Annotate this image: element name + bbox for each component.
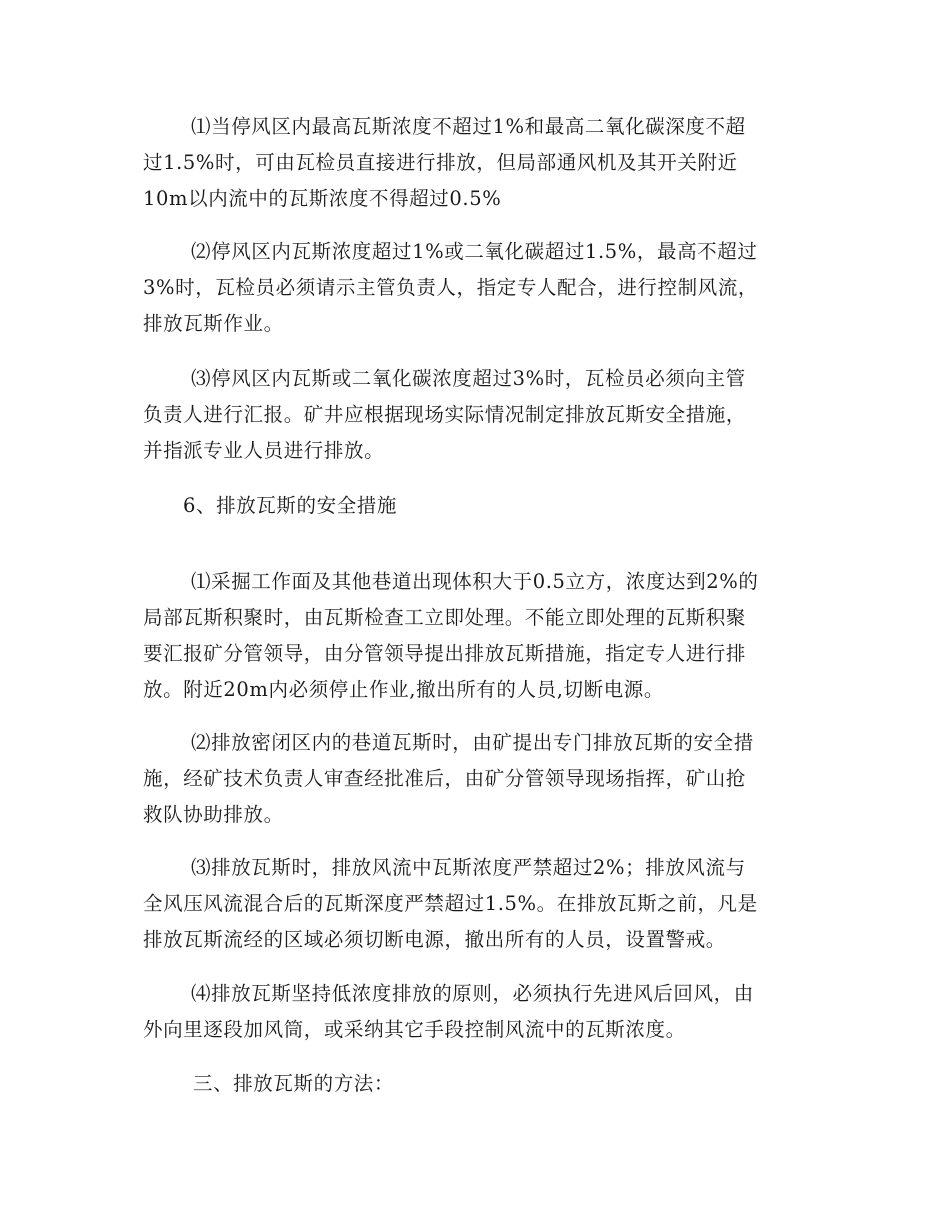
text-line: 全风压风流混合后的瓦斯深度严禁超过1.5%。在排放瓦斯之前，凡是 bbox=[143, 892, 758, 915]
text-line: 外向里逐段加风筒，或采纳其它手段控制风流中的瓦斯浓度。 bbox=[143, 1018, 686, 1041]
text-line: 要汇报矿分管领导，由分管领导提出排放瓦斯措施，指定专人进行排 bbox=[143, 642, 747, 665]
section-heading-3: 三、排放瓦斯的方法： bbox=[193, 1072, 395, 1095]
paragraph-4 bbox=[143, 564, 813, 708]
paragraph-2 bbox=[143, 234, 813, 342]
text-line: ⑵停风区内瓦斯浓度超过1%或二氧化碳超过1.5%，最高不超过 bbox=[191, 240, 758, 263]
text-line: 救队协助排放。 bbox=[143, 803, 284, 826]
paragraph-7 bbox=[143, 976, 813, 1048]
text-line: ⑷排放瓦斯坚持低浓度排放的原则，必须执行先进风后回风，由 bbox=[191, 982, 754, 1005]
text-line: 负责人进行汇报。矿井应根据现场实际情况制定排放瓦斯安全措施， bbox=[143, 403, 747, 426]
paragraph-1 bbox=[143, 109, 813, 217]
text-line: ⑶排放瓦斯时，排放风流中瓦斯浓度严禁超过2%；排放风流与 bbox=[191, 856, 746, 879]
text-line: 10m以内流中的瓦斯浓度不得超过0.5% bbox=[143, 187, 502, 210]
paragraph-6 bbox=[143, 850, 813, 958]
text-line: 施，经矿技术负责人审查经批准后，由矿分管领导现场指挥，矿山抢 bbox=[143, 767, 747, 790]
text-line: ⑶停风区内瓦斯或二氧化碳浓度超过3%时，瓦检员必须向主管 bbox=[191, 367, 746, 390]
text-line: 3%时，瓦检员必须请示主管负责人，指定专人配合，进行控制风流， bbox=[143, 276, 759, 299]
paragraph-5 bbox=[143, 725, 813, 833]
text-line: 局部瓦斯积聚时，由瓦斯检查工立即处理。不能立即处理的瓦斯积聚 bbox=[143, 606, 747, 629]
text-line: 排放瓦斯作业。 bbox=[143, 312, 284, 335]
text-line: ⑴当停风区内最高瓦斯浓度不超过1%和最高二氧化碳深度不超 bbox=[191, 115, 746, 138]
text-line: 放。附近20m内必须停止作业,撤出所有的人员,切断电源。 bbox=[143, 678, 665, 701]
text-line: ⑴采掘工作面及其他巷道出现体积大于0.5立方，浓度达到2%的 bbox=[191, 570, 759, 593]
section-heading-6: 6、排放瓦斯的安全措施 bbox=[183, 494, 398, 517]
text-line: 排放瓦斯流经的区域必须切断电源，撤出所有的人员，设置警戒。 bbox=[143, 928, 726, 951]
text-line: 并指派专业人员进行排放。 bbox=[143, 439, 385, 462]
text-line: ⑵排放密闭区内的巷道瓦斯时，由矿提出专门排放瓦斯的安全措 bbox=[191, 731, 754, 754]
paragraph-3 bbox=[143, 361, 813, 469]
text-line: 过1.5%时，可由瓦检员直接进行排放，但局部通风机及其开关附近 bbox=[143, 151, 738, 174]
